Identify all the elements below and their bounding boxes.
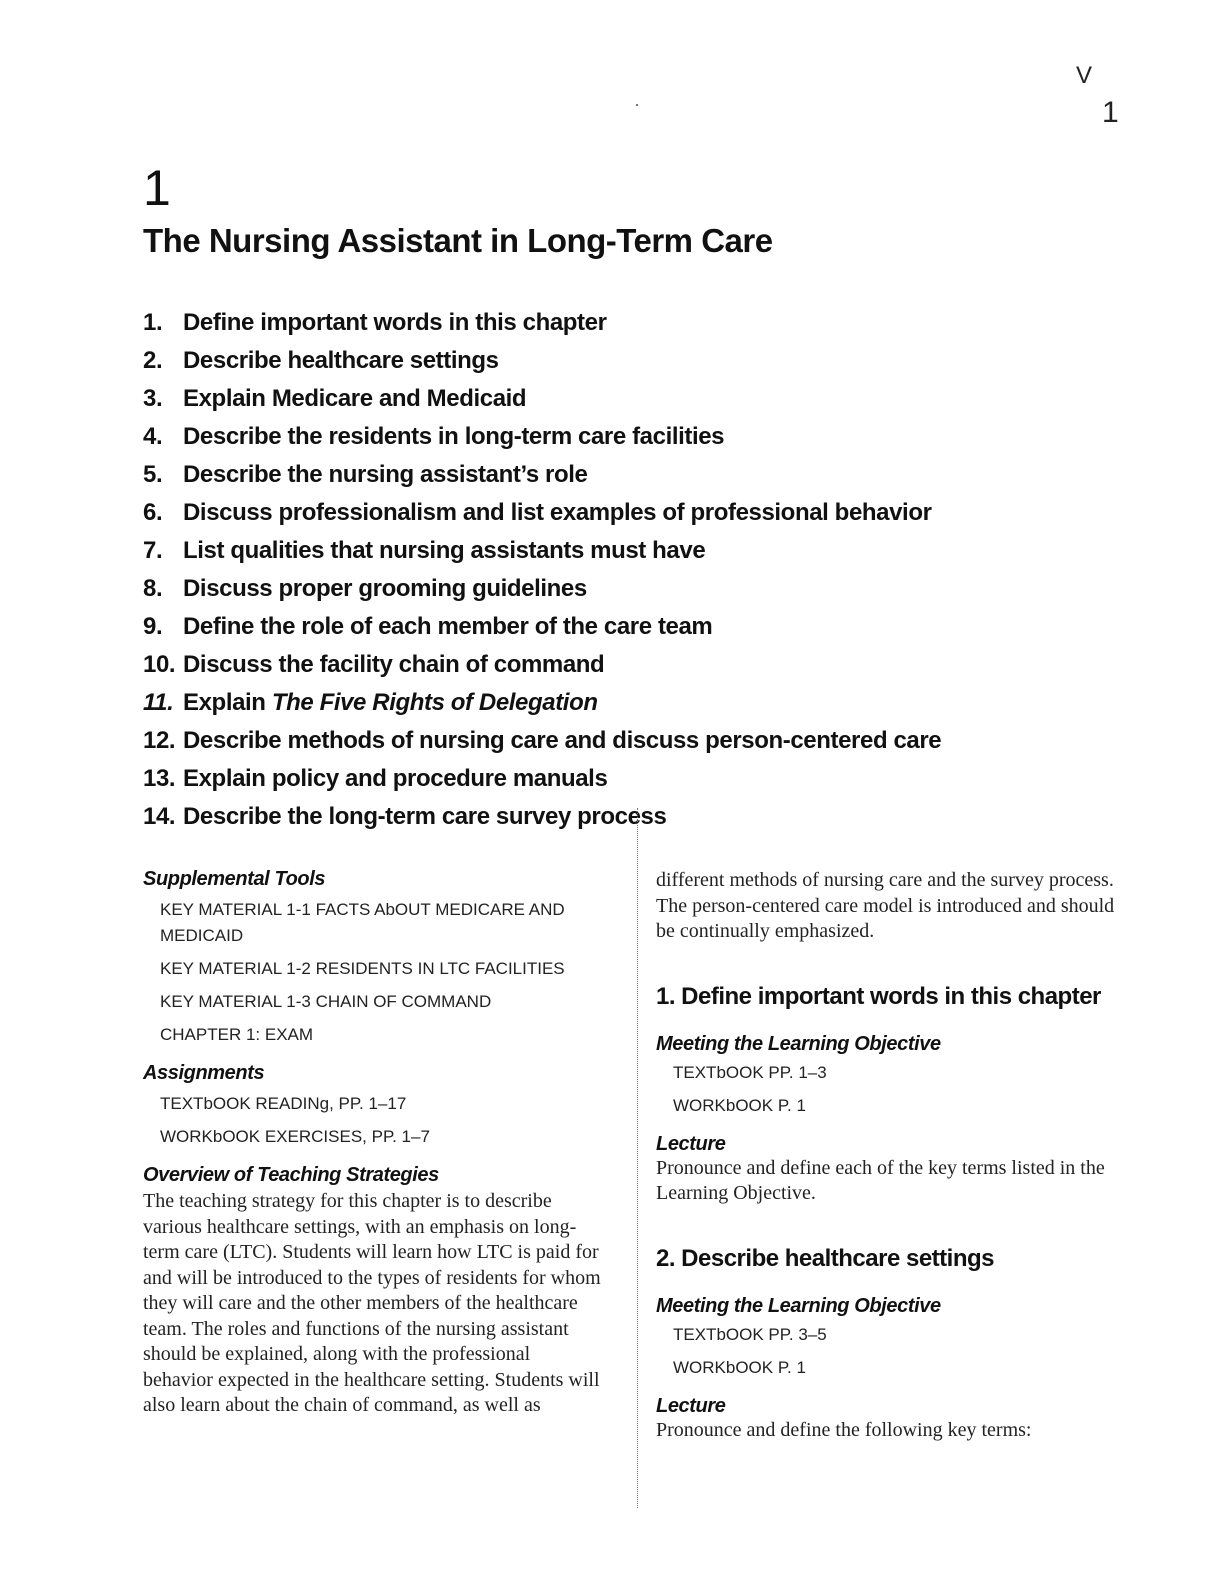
objective-text: List qualities that nursing assistants must have	[183, 537, 706, 564]
column-divider	[637, 808, 638, 1508]
supplemental-tools-list	[143, 897, 583, 1048]
right-column	[656, 868, 1126, 1443]
objective-text: Describe the nursing assistant’s role	[183, 461, 588, 488]
objective-item	[143, 684, 941, 722]
objective-item	[143, 418, 941, 456]
meeting-objective-list	[656, 1322, 1126, 1381]
objective-number: 7.	[143, 537, 163, 564]
objective-text: Describe methods of nursing care and discuss person-centered care	[183, 727, 942, 754]
meeting-objective-heading: Meeting the Learning Objective	[656, 1032, 941, 1055]
list-item: TEXTbOOK READINg, PP. 1–17	[160, 1094, 407, 1113]
objective-text: Discuss professionalism and list examples of professional behavior	[183, 499, 932, 526]
assignments-heading: Assignments	[143, 1062, 265, 1084]
left-column	[143, 868, 605, 1419]
objective-item	[143, 304, 941, 342]
objective-number: 2.	[143, 347, 163, 374]
overview-text: The teaching strategy for this chapter is to describe various healthcare settings, with an emphasis on long-term care (LTC). Students will learn how LTC is paid for and will be introduced to the types of residents for whom they will care and the other members of the healthcare team. The roles and functions of the nursing assistant should be explained, along with the professional behavior expected in the healthcare setting. Students will also learn about the chain of command, as well as	[143, 1190, 601, 1416]
objective-number: 8.	[143, 575, 163, 602]
objective-text: Describe the residents in long-term care facilities	[183, 423, 725, 450]
objective-text: Explain Medicare and Medicaid	[183, 385, 527, 412]
list-item: TEXTbOOK PP. 3–5	[673, 1324, 827, 1344]
objective-item	[143, 646, 941, 684]
objective-text: Explain policy and procedure manuals	[183, 765, 608, 792]
objective-number: 13.	[143, 765, 176, 792]
lecture-text: Pronounce and define each of the key terms listed in the Learning Objective.	[656, 1156, 1105, 1204]
objective-number: 6.	[143, 499, 163, 526]
list-item: WORKbOOK P. 1	[673, 1357, 806, 1377]
objective-text: Discuss proper grooming guidelines	[183, 575, 587, 602]
objective-number: 10.	[143, 651, 176, 678]
chapter-title: The Nursing Assistant in Long-Term Care	[143, 222, 773, 259]
objective-item	[143, 722, 941, 760]
objective-number: 4.	[143, 423, 163, 450]
objective-number: 14.	[143, 803, 176, 830]
list-item: CHAPTER 1: EXAM	[160, 1025, 314, 1044]
objective-item	[143, 532, 941, 570]
overview-heading: Overview of Teaching Strategies	[143, 1164, 439, 1186]
stray-dot	[636, 104, 638, 106]
lecture-heading: Lecture	[656, 1132, 726, 1155]
page-number: 1	[1102, 96, 1119, 129]
objective-item	[143, 456, 941, 494]
objective-number: 9.	[143, 613, 163, 640]
objective-number: 11.	[143, 689, 174, 716]
meeting-objective-list	[656, 1060, 1126, 1119]
section-heading-healthcare-settings: 2. Describe healthcare settings	[656, 1244, 994, 1272]
continuation-text: different methods of nursing care and the survey process. The person-centered care model is introduced and should be continually emphasized.	[656, 869, 1115, 942]
chapter-number: 1	[143, 160, 171, 216]
objective-text: Discuss the facility chain of command	[183, 651, 605, 678]
objective-text: Describe healthcare settings	[183, 347, 499, 374]
section-heading-define-words: 1. Define important words in this chapter	[656, 982, 1101, 1010]
objective-item	[143, 798, 941, 836]
objective-number: 1.	[143, 309, 163, 336]
lecture-text: Pronounce and define the following key terms:	[656, 1418, 1032, 1441]
objective-item	[143, 570, 941, 608]
objective-italic-text: The Five Rights of Delegation	[271, 689, 598, 716]
objective-item	[143, 380, 941, 418]
assignments-list	[143, 1091, 605, 1150]
objective-text: Describe the long-term care survey process	[183, 803, 667, 830]
objective-item	[143, 760, 941, 798]
objective-item	[143, 608, 941, 646]
objective-item	[143, 494, 941, 532]
list-item: KEY MATERIAL 1-3 CHAIN OF COMMAND	[160, 992, 492, 1011]
supplemental-tools-heading: Supplemental Tools	[143, 868, 326, 890]
list-item: KEY MATERIAL 1-1 FACTS AbOUT MEDICARE AND MEDICAID	[160, 900, 565, 945]
list-item: WORKbOOK P. 1	[673, 1095, 806, 1115]
objective-number: 12.	[143, 727, 176, 754]
page-roman-numeral: V	[1076, 62, 1093, 89]
list-item: TEXTbOOK PP. 1–3	[673, 1062, 827, 1082]
objective-number: 5.	[143, 461, 163, 488]
objective-text: Explain	[183, 689, 272, 716]
meeting-objective-heading: Meeting the Learning Objective	[656, 1294, 941, 1317]
list-item: WORKbOOK EXERCISES, PP. 1–7	[160, 1127, 430, 1146]
objective-text: Define the role of each member of the care team	[183, 613, 713, 640]
learning-objectives-list	[143, 304, 941, 836]
objective-item	[143, 342, 941, 380]
list-item: KEY MATERIAL 1-2 RESIDENTS IN LTC FACILITIES	[160, 959, 565, 978]
objective-number: 3.	[143, 385, 163, 412]
lecture-heading: Lecture	[656, 1394, 726, 1417]
objective-text: Define important words in this chapter	[183, 309, 607, 336]
